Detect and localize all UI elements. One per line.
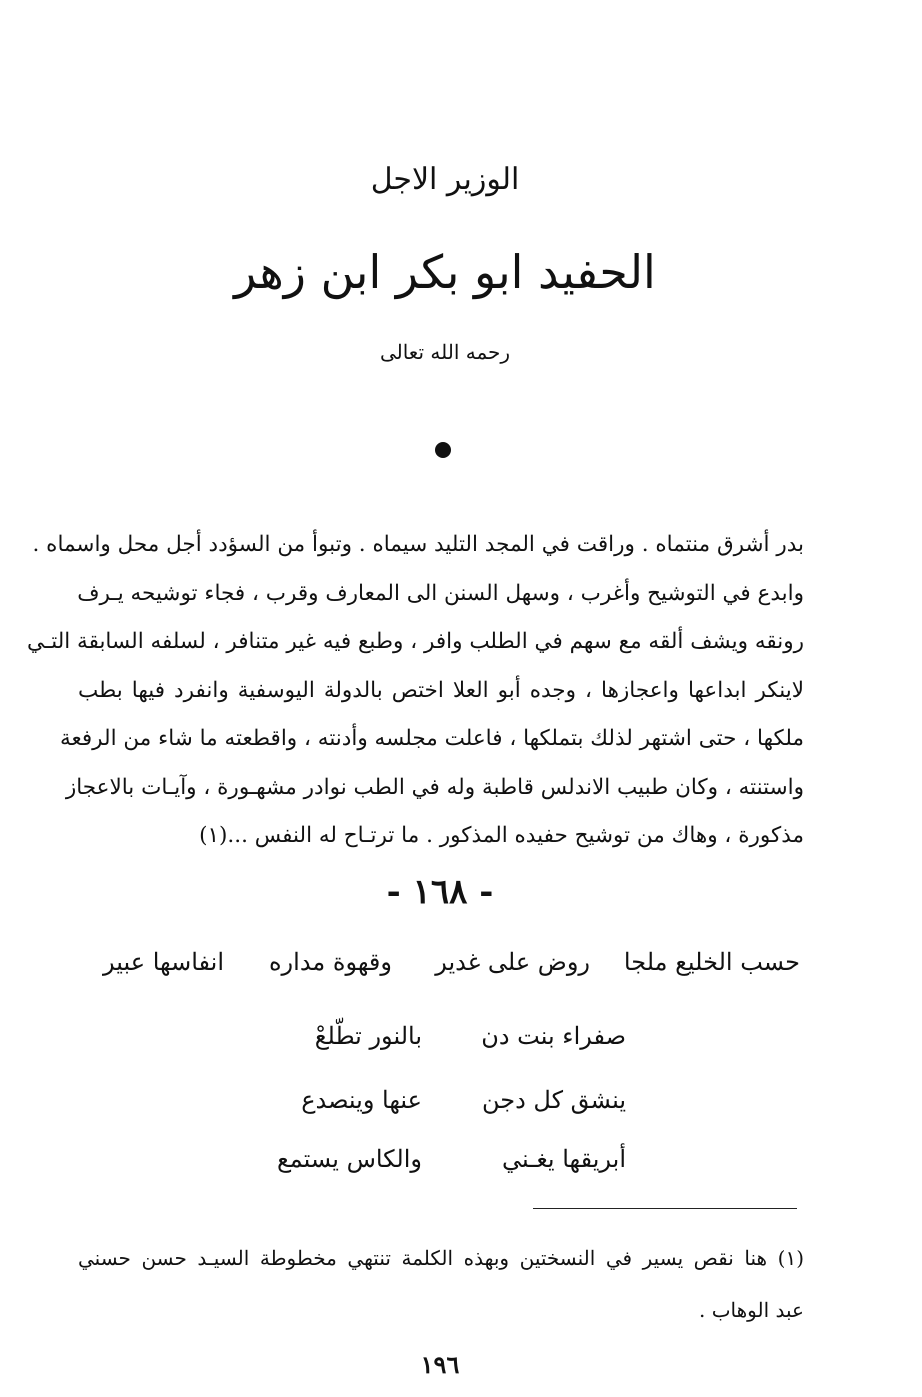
poem-segment: وقهوة مداره (268, 948, 392, 976)
poem-hemistich: ينشق كل دجن (482, 1086, 626, 1114)
title-rank: الوزير الاجل (370, 162, 520, 197)
body-line: رونقه ويشف ألقه مع سهم في الطلب وافر ، وطبع فيه غير متنافر ، لسلفه السابقة التـي (26, 629, 804, 654)
poem-line (0, 1022, 922, 1062)
poem-hemistich: صفراء بنت دن (481, 1022, 626, 1050)
body-line: ملكها ، حتى اشتهر لذلك بتملكها ، فاعلت مجلسه وأدنته ، واقطعته ما شاء من الرفعة (60, 726, 804, 751)
page-number: ١٩٦ (420, 1350, 460, 1379)
poem-number: - ١٦٨ - (386, 872, 494, 912)
body-line: بدر أشرق منتماه . وراقت في المجد التليد سيماه . وتبوأ من السؤدد أجل محل واسماه . (32, 532, 804, 557)
body-paragraph (26, 521, 804, 861)
title-name: الحفيد ابو بكر ابن زهر (234, 245, 656, 299)
poem-hemistich: بالنور تطّلعْ (314, 1022, 422, 1050)
poem-segment: حسب الخليع ملجا (623, 948, 800, 976)
poem-segment: روض على غدير (435, 948, 590, 976)
poem-line (0, 1145, 922, 1185)
poem-opening (0, 948, 922, 988)
poem-line (0, 1086, 922, 1126)
poem-hemistich: أبريقها يغـني (502, 1145, 626, 1173)
footnote-line: (١) هنا نقص يسير في النسختين وبهذه الكلمة تنتهي مخطوطة السيـد حسن حسني (78, 1246, 804, 1270)
poem-segment: انفاسها عبير (103, 948, 224, 976)
body-line: وابدع في التوشيح وأغرب ، وسهل السنن الى المعارف وقرب ، فجاء توشيحه يـرف (77, 580, 804, 606)
footnote-line: عبد الوهاب . (699, 1298, 804, 1322)
footnote (78, 1232, 804, 1336)
poem-hemistich: والكاس يستمع (276, 1145, 422, 1173)
body-line: مذكورة ، وهاك من توشيح حفيده المذكور . ما ترتـاح له النفس ...(١) (199, 823, 804, 848)
poem-hemistich: عنها وينصدع (301, 1086, 422, 1114)
title-blessing: رحمه الله تعالى (379, 340, 511, 364)
bullet-ornament (435, 442, 451, 458)
body-line: لاينكر ابداعها واعجازها ، وجده أبو العلا اختص بالدولة اليوسفية وانفرد فيها بطب (78, 677, 804, 703)
body-line: واستنته ، وكان طبيب الاندلس قاطبة وله في الطب نوادر مشهـورة ، وآيـات بالاعجاز (65, 774, 804, 800)
footnote-divider (533, 1208, 797, 1209)
